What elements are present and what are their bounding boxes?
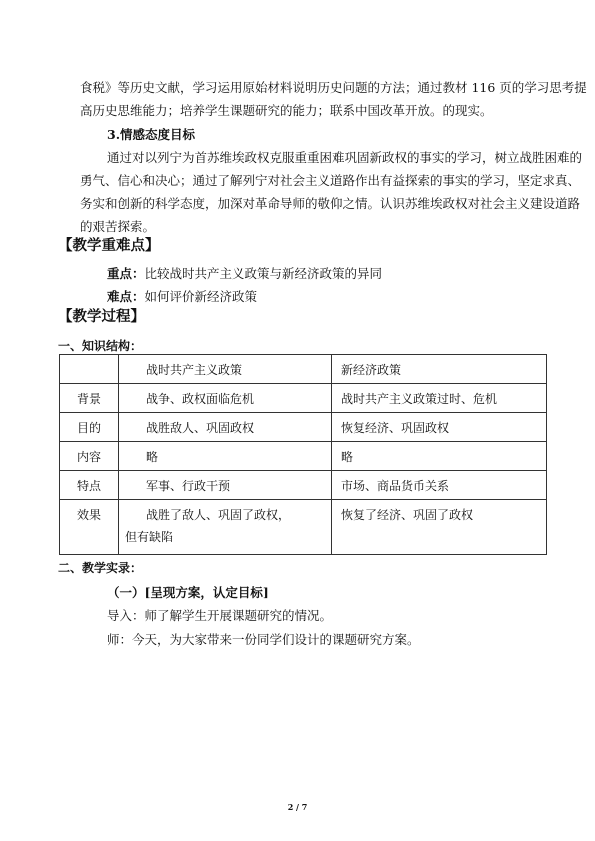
row-label: 特点 [60, 471, 119, 500]
table-header-cell: 战时共产主义政策 [119, 355, 332, 384]
knowledge-table [59, 354, 547, 555]
table-cell: 恢复经济、巩固政权 [332, 413, 547, 442]
table-corner-cell [60, 355, 119, 384]
goal3-line: 的艰苦探索。 [80, 219, 156, 234]
table-row [60, 500, 547, 555]
difficulty-text: 如何评价新经济政策 [144, 289, 258, 304]
row-label: 背景 [60, 384, 119, 413]
difficulty-label: 难点： [107, 289, 145, 304]
section-knowledge-structure: 一、知识结构： [58, 339, 143, 353]
goal3-line: 通过对以列宁为首苏维埃政权克服重重困难巩固新政权的事实的学习，树立战胜困难的 [107, 150, 583, 165]
focus-point [107, 264, 382, 282]
row-label: 目的 [60, 413, 119, 442]
table-header-cell: 新经济政策 [332, 355, 547, 384]
process-heading: 【教学过程】 [58, 308, 145, 325]
table-header-row [60, 355, 547, 384]
teacher-line: 师：今天，为大家带来一份同学们设计的课题研究方案。 [107, 632, 420, 647]
focus-text: 比较战时共产主义政策与新经济政策的异同 [144, 266, 383, 281]
table-cell: 略 [119, 442, 332, 471]
table-cell: 战胜敌人、巩固政权 [119, 413, 332, 442]
focus-label: 重点： [107, 266, 145, 281]
table-cell: 战争、政权面临危机 [119, 384, 332, 413]
page-number: 2 / 7 [287, 802, 308, 812]
table-row [60, 413, 547, 442]
goal3-line: 勇气、信心和决心；通过了解列宁对社会主义道路作出有益探索的事实的学习，坚定求真、 [80, 173, 581, 188]
cell-line: 战胜了敌人、巩固了政权， [146, 508, 291, 522]
section-teaching-record: 二、教学实录： [58, 561, 143, 575]
row-label: 内容 [60, 442, 119, 471]
intro-line: 导入：师了解学生开展课题研究的情况。 [107, 608, 333, 623]
table-row [60, 384, 547, 413]
paragraph-line: 食税》等历史文献，学习运用原始材料说明历史问题的方法；通过教材 116 页的学习思考提 [80, 80, 587, 95]
table-cell: 战时共产主义政策过时、危机 [332, 384, 547, 413]
table-cell: 市场、商品货币关系 [332, 471, 547, 500]
row-label: 效果 [60, 500, 119, 555]
table-row [60, 442, 547, 471]
goal3-title: 3.情感态度目标 [107, 127, 196, 142]
goal3-line: 务实和创新的科学态度，加深对革命导师的敬仰之情。认识苏维埃政权对社会主义建设道路 [80, 196, 581, 211]
table-cell: 略 [332, 442, 547, 471]
table-row [60, 471, 547, 500]
subsection-title: （一）[呈现方案，认定目标] [107, 585, 269, 600]
key-points-heading: 【教学重难点】 [58, 237, 160, 254]
table-cell: 恢复了经济、巩固了政权 [332, 500, 547, 555]
paragraph-line: 高历史思维能力；培养学生课题研究的能力；联系中国改革开放。的现实。 [80, 103, 493, 118]
difficulty-point [107, 287, 257, 305]
cell-line: 但有缺陷 [125, 530, 174, 544]
table-cell: 军事、行政干预 [119, 471, 332, 500]
table-cell [119, 500, 332, 555]
